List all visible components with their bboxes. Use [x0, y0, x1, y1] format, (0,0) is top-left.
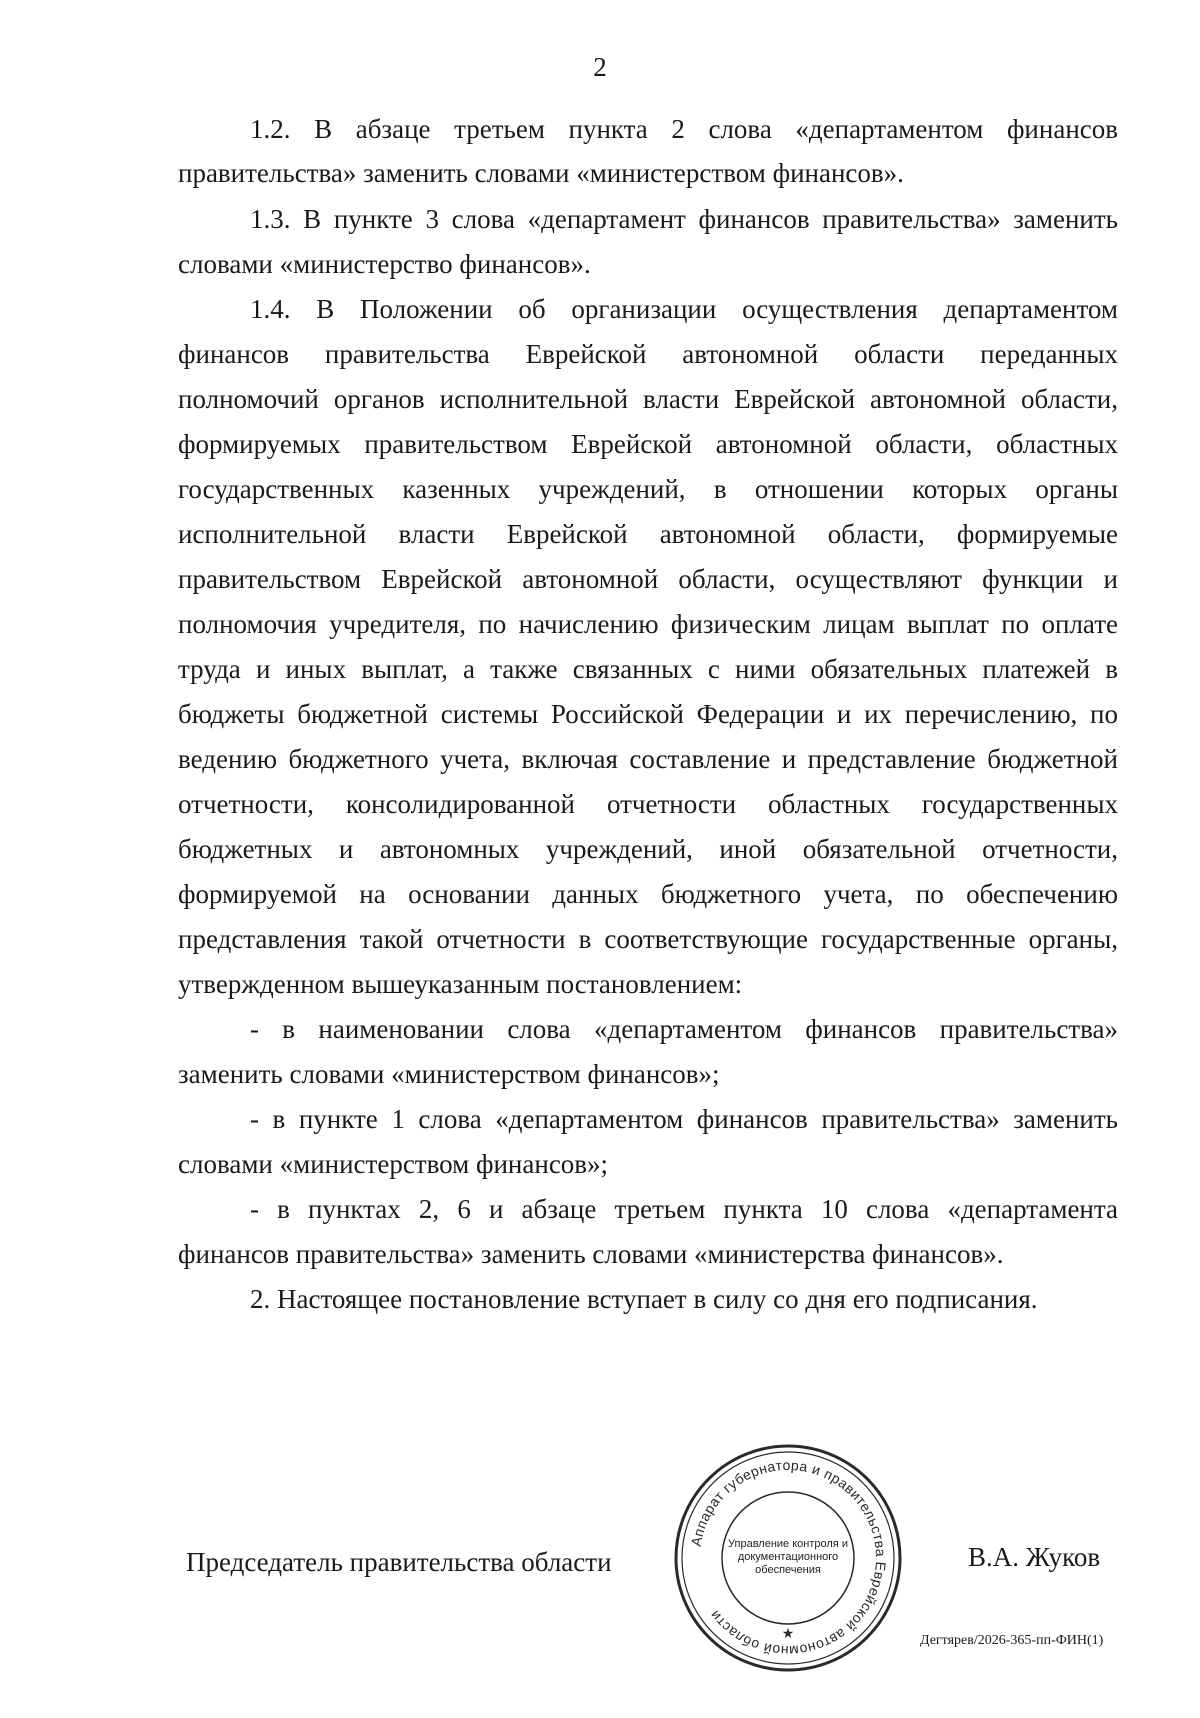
text-line: формируемой на основании данных бюджетного учета, по обеспечению — [178, 879, 1118, 909]
text-line: словами «министерством финансов»; — [178, 1149, 609, 1179]
signature-name: В.А. Жуков — [968, 1542, 1101, 1572]
text-line: государственных казенных учреждений, в отношении которых органы — [178, 474, 1118, 504]
text-line: бюджеты бюджетной системы Российской Федерации и их перечислению, по — [178, 699, 1118, 729]
page-number: 2 — [593, 52, 607, 82]
svg-text:Аппарат губернатора и правител: Аппарат губернатора и правительства Еврейской автономной области — [687, 1456, 890, 1660]
text-line: словами «министерство финансов». — [178, 249, 591, 279]
signature-title: Председатель правительства области — [186, 1547, 612, 1577]
text-line: полномочий органов исполнительной власти Еврейской автономной области, — [178, 384, 1118, 414]
text-line: - в наименовании слова «департаментом финансов правительства» — [250, 1014, 1118, 1044]
text-line: заменить словами «министерством финансов»; — [178, 1059, 720, 1089]
text-line: 1.3. В пункте 3 слова «департамент финансов правительства» заменить — [250, 204, 1118, 234]
text-line: ведению бюджетного учета, включая составление и представление бюджетной — [178, 744, 1118, 774]
text-line: - в пунктах 2, 6 и абзаце третьем пункта 10 слова «департамента — [250, 1194, 1118, 1224]
text-line: труда и иных выплат, а также связанных с ними обязательных платежей в — [178, 654, 1118, 684]
text-line: правительства» заменить словами «министерством финансов». — [178, 158, 904, 188]
text-line: полномочия учредителя, по начислению физическим лицам выплат по оплате — [178, 609, 1118, 639]
text-line: формируемых правительством Еврейской автономной области, областных — [178, 429, 1118, 459]
text-line: представления такой отчетности в соответствующие государственные органы, — [178, 924, 1118, 954]
text-line: бюджетных и автономных учреждений, иной обязательной отчетности, — [178, 834, 1118, 864]
text-line: правительством Еврейской автономной области, осуществляют функции и — [178, 564, 1118, 594]
text-line: 1.2. В абзаце третьем пункта 2 слова «департаментом финансов — [250, 114, 1118, 144]
text-line: финансов правительства Еврейской автономной области переданных — [178, 339, 1118, 369]
text-line: 1.4. В Положении об организации осуществления департаментом — [250, 294, 1118, 324]
text-line: исполнительной власти Еврейской автономной области, формируемые — [178, 519, 1118, 549]
text-line: финансов правительства» заменить словами «министерства финансов». — [178, 1239, 1004, 1269]
text-line: утвержденном вышеуказанным постановлением: — [178, 969, 743, 999]
text-line: отчетности, консолидированной отчетности областных государственных — [178, 789, 1118, 819]
text-line: - в пункте 1 слова «департаментом финансов правительства» заменить — [250, 1104, 1118, 1134]
seal-center-text: Управление контроля и документационного обеспечения — [728, 1538, 848, 1576]
text-line: 2. Настоящее постановление вступает в силу со дня его подписания. — [250, 1284, 1038, 1314]
svg-text:★: ★ — [781, 1627, 795, 1642]
document-code: Дегтярев/2026-365-пп-ФИН(1) — [920, 1633, 1104, 1648]
